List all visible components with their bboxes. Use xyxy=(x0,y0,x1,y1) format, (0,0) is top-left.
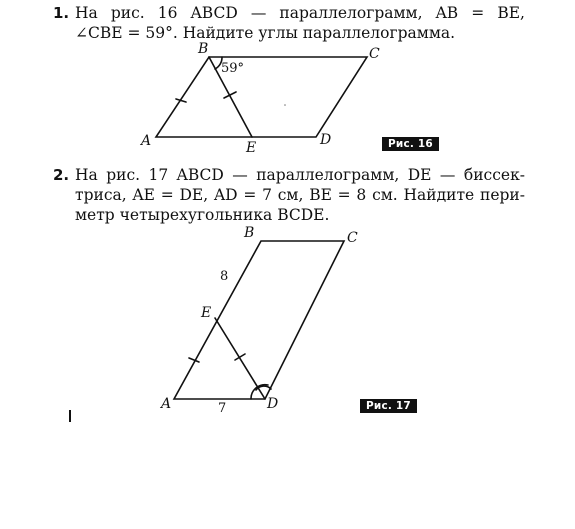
parallelogram-abcd-fig16 xyxy=(156,57,367,137)
vertex-label-c: C xyxy=(347,230,358,246)
problem-text-line: метр четырехугольника BCDE. xyxy=(75,206,330,224)
text-cursor xyxy=(69,410,71,422)
problem-text-line: триса, AE = DE, AD = 7 см, BE = 8 см. Найдите пери- xyxy=(75,186,525,204)
parallelogram-abcd-fig17 xyxy=(174,241,344,399)
stray-dot xyxy=(284,104,286,106)
vertex-label-a: A xyxy=(141,133,152,149)
angle-label: 59° xyxy=(221,61,245,76)
problem-text-line: На рис. 17 ABCD — параллелограмм, DE — биссек- xyxy=(75,166,525,184)
vertex-label-e: E xyxy=(201,305,212,321)
length-label-be: 8 xyxy=(220,269,229,284)
problem-text-line: ∠CBE = 59°. Найдите углы параллелограмма. xyxy=(75,24,456,42)
problem-number: 1. xyxy=(53,4,70,22)
vertex-label-d: D xyxy=(267,396,279,412)
figure-caption-17: Рис. 17 xyxy=(360,399,417,413)
figure-caption-16: Рис. 16 xyxy=(382,137,439,151)
vertex-label-b: B xyxy=(244,225,255,241)
problem-number: 2. xyxy=(53,166,70,184)
vertex-label-c: C xyxy=(369,46,380,62)
vertex-label-b: B xyxy=(198,41,209,57)
problem-text-line: На рис. 16 ABCD — параллелограмм, AB = BE, xyxy=(75,4,525,22)
vertex-label-d: D xyxy=(320,132,332,148)
length-label-ad: 7 xyxy=(218,401,227,416)
vertex-label-e: E xyxy=(246,140,257,156)
vertex-label-a: A xyxy=(161,396,172,412)
